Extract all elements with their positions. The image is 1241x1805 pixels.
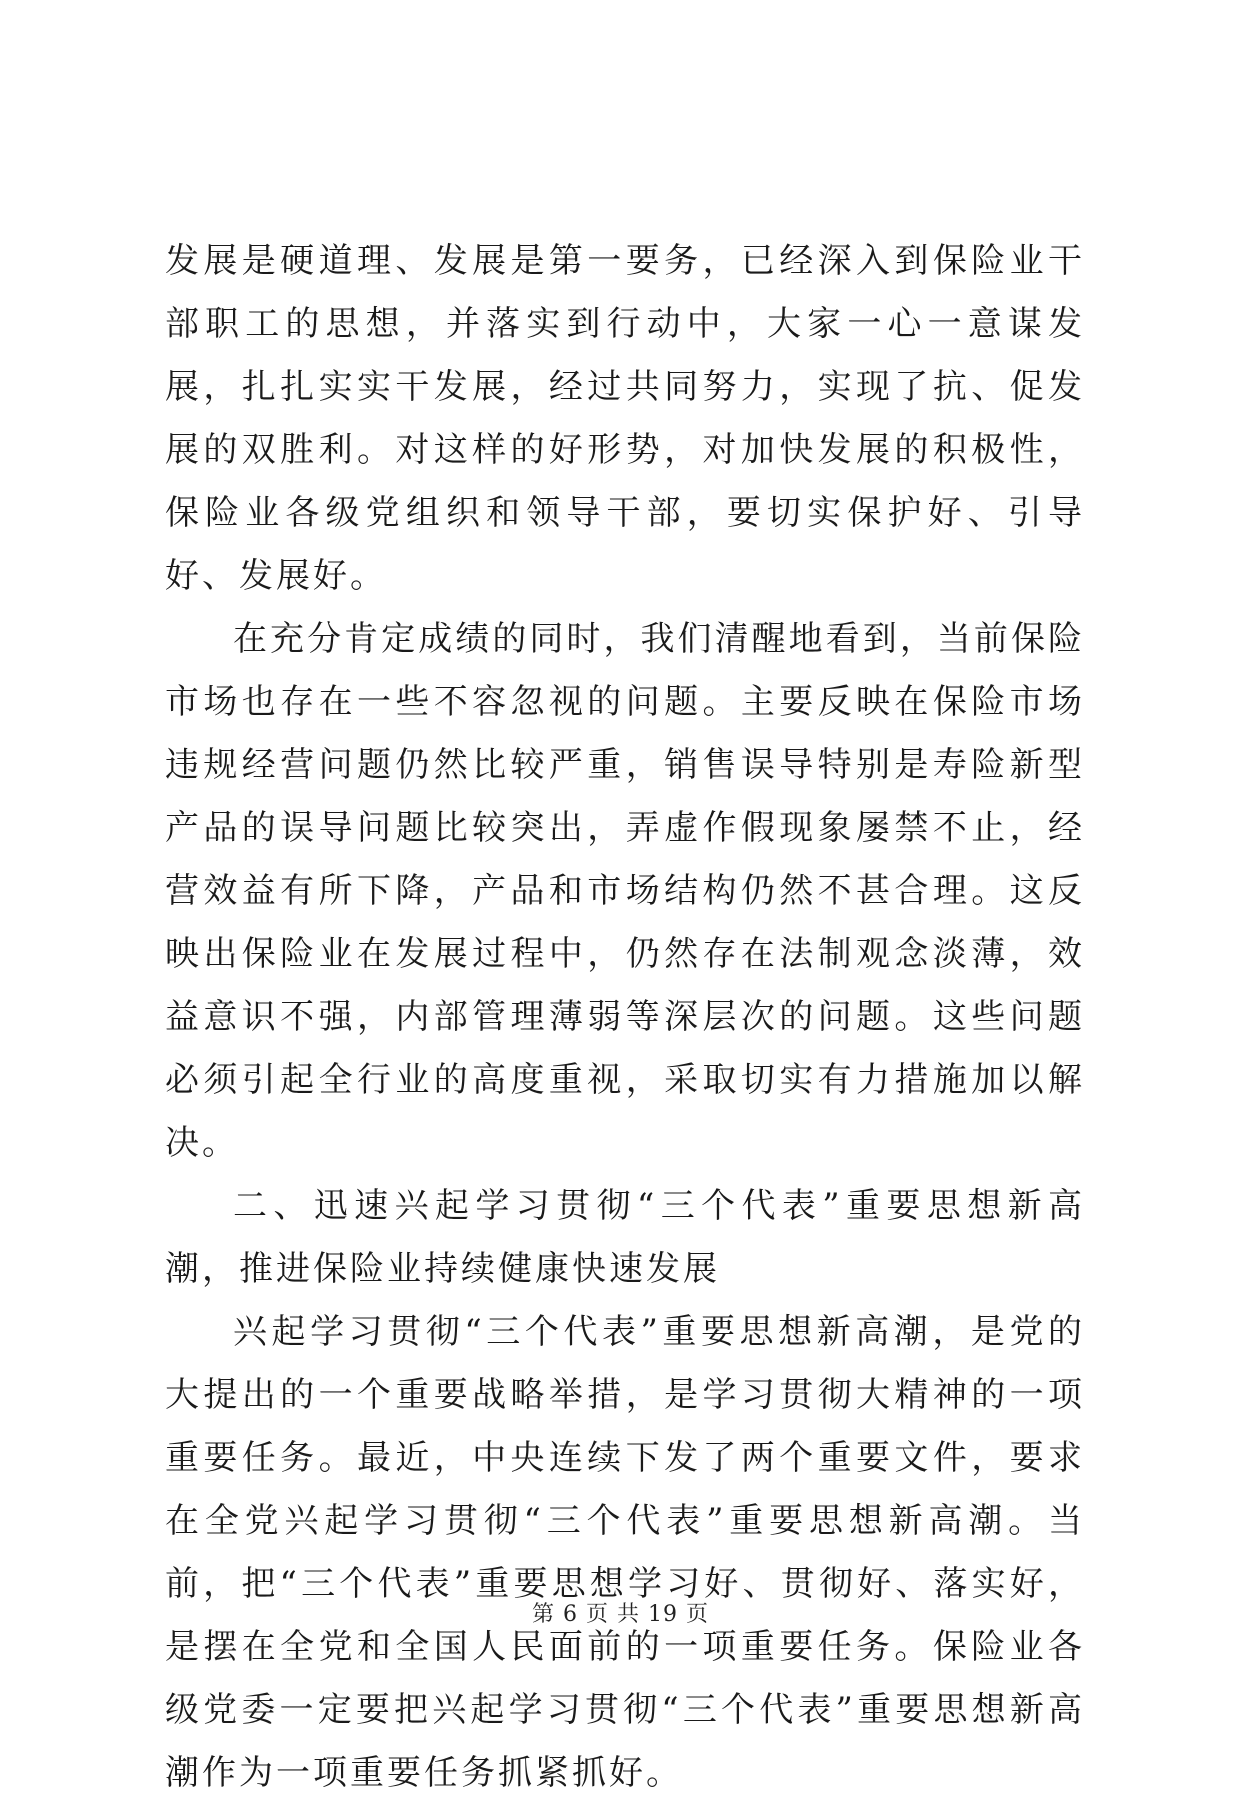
paragraph-study-campaign: 兴起学习贯彻“三个代表”重要思想新高潮，是党的大提出的一个重要战略举措，是学习贯彻大精神的一项重要任务。最近，中央连续下发了两个重要文件，要求在全党兴起学习贯彻“三个代表”重要思想新高潮。当前，把“三个代表”重要思想学习好、贯彻好、落实好，是摆在全党和全国人民面前的一项重要任务。保险业各级党委一定要把兴起学习贯彻“三个代表”重要思想新高潮作为一项重要任务抓紧抓好。 — [165, 1312, 1085, 1793]
paragraph-problems: 在充分肯定成绩的同时，我们清醒地看到，当前保险市场也存在一些不容忽视的问题。主要反映在保险市场违规经营问题仍然比较严重，销售误导特别是寿险新型产品的误导问题比较突出，弄虚作假现象屡禁不止，经营效益有所下降，产品和市场结构仍然不甚合理。这反映出保险业在发展过程中，仍然存在法制观念淡薄，效益意识不强，内部管理薄弱等深层次的问题。这些问题必须引起全行业的高度重视，采取切实有力措施加以解决。 — [165, 619, 1085, 1163]
paragraph-continuation: 发展是硬道理、发展是第一要务，已经深入到保险业干部职工的思想，并落实到行动中，大家一心一意谋发展，扎扎实实干发展，经过共同努力，实现了抗、促发展的双胜利。对这样的好形势，对加快发展的积极性，保险业各级党组织和领导干部，要切实保护好、引导好、发展好。 — [165, 241, 1085, 596]
page-number-footer: 第 6 页 共 19 页 — [532, 1602, 709, 1627]
document-body — [165, 230, 1085, 1805]
section-heading: 二、迅速兴起学习贯彻“三个代表”重要思想新高潮，推进保险业持续健康快速发展 — [165, 1186, 1085, 1289]
